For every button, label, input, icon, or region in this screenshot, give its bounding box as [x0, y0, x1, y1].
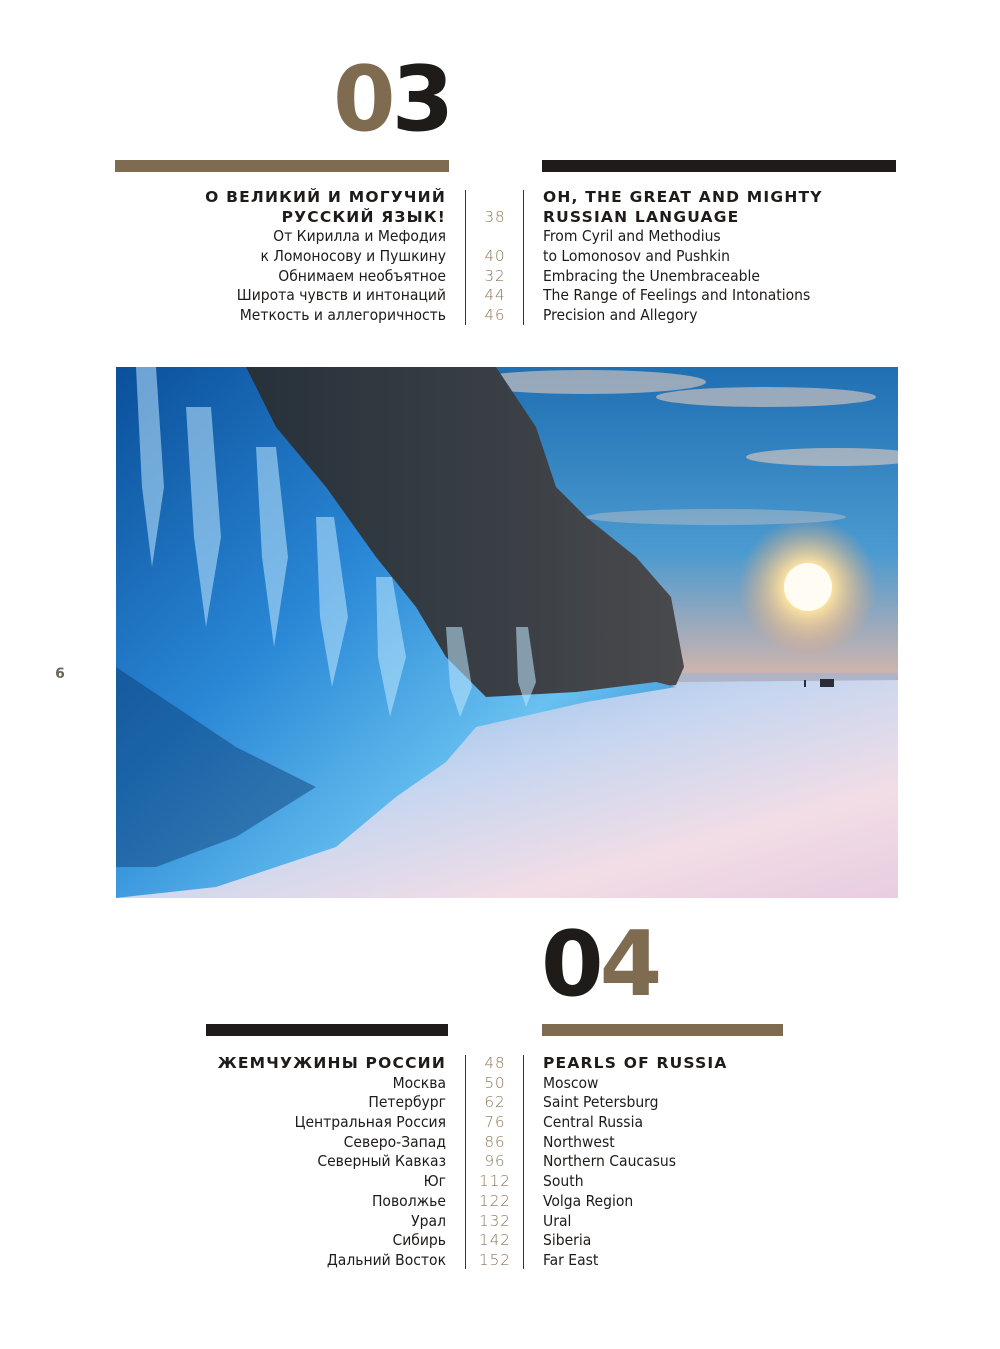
toc-entry-ru[interactable]: Поволжье	[371, 1191, 446, 1210]
toc-entry-ru[interactable]: Дальний Восток	[326, 1250, 446, 1269]
section-number-digit-1: 0	[333, 47, 392, 152]
toc-entry-ru[interactable]: От Кирилла и Мефодия	[273, 227, 446, 246]
page-number[interactable]: 112	[479, 1172, 511, 1191]
page-number	[466, 227, 524, 247]
toc-entry-ru[interactable]: к Ломоносову и Пушкину	[260, 247, 446, 266]
section-number-digit-2: 4	[599, 912, 659, 1017]
toc-entry-ru[interactable]: Юг	[423, 1172, 446, 1191]
toc-entry-en[interactable]: Far East	[543, 1250, 599, 1269]
section-number-digit-1: 0	[541, 912, 600, 1017]
section-03-en-rule	[542, 160, 896, 172]
section-number-04	[541, 912, 659, 1017]
section-04-right-divider	[523, 1055, 524, 1269]
toc-entry-ru[interactable]: Меткость и аллегоричность	[239, 306, 446, 325]
page-number[interactable]: 50	[484, 1073, 506, 1092]
page-number	[466, 188, 524, 208]
section-04-ru-toc	[160, 1054, 446, 1271]
section-03-en-toc	[543, 188, 853, 326]
section-03-ru-toc	[160, 188, 446, 326]
toc-entry-ru[interactable]: Центральная Россия	[294, 1113, 446, 1132]
toc-entry-en[interactable]: to Lomonosov and Pushkin	[543, 247, 730, 266]
toc-entry-en[interactable]: Saint Petersburg	[543, 1093, 659, 1112]
toc-entry-en[interactable]: Embracing the Unembraceable	[543, 266, 760, 285]
section-04-page-numbers	[466, 1054, 524, 1271]
toc-entry-en[interactable]: South	[543, 1172, 584, 1191]
toc-entry-ru[interactable]: Петербург	[368, 1093, 446, 1112]
toc-entry-en[interactable]: Central Russia	[543, 1113, 643, 1132]
toc-entry-en[interactable]: Volga Region	[543, 1191, 634, 1210]
en-heading-line: RUSSIAN LANGUAGE	[543, 207, 740, 226]
toc-entry-ru[interactable]: Северо-Запад	[343, 1132, 446, 1151]
page-number[interactable]: 62	[484, 1093, 506, 1112]
toc-entry-ru[interactable]: Северный Кавказ	[317, 1152, 446, 1171]
page-number[interactable]: 32	[484, 266, 506, 285]
page-number[interactable]: 48	[484, 1054, 506, 1072]
ru-heading-line: ЖЕМЧУЖИНЫ РОССИИ	[217, 1054, 446, 1072]
section-03-page-numbers	[466, 188, 524, 326]
ru-heading-line: РУССКИЙ ЯЗЫК!	[281, 207, 446, 226]
toc-entry-ru[interactable]: Обнимаем необъятное	[278, 266, 446, 285]
section-03-right-divider	[523, 190, 524, 325]
page-number[interactable]: 38	[484, 207, 506, 226]
section-number-digit-2: 3	[391, 47, 451, 152]
page-number[interactable]: 132	[479, 1211, 511, 1230]
toc-entry-en[interactable]: Precision and Allegory	[543, 306, 698, 325]
toc-entry-en[interactable]: Northwest	[543, 1132, 615, 1151]
toc-entry-ru[interactable]: Широта чувств и интонаций	[236, 286, 446, 305]
toc-entry-ru[interactable]: Сибирь	[392, 1231, 446, 1250]
page-folio: 6	[55, 666, 65, 682]
section-number-03	[333, 47, 451, 152]
en-heading-line: OH, THE GREAT AND MIGHTY	[543, 188, 823, 206]
toc-entry-en[interactable]: Ural	[543, 1211, 572, 1230]
page-number[interactable]: 86	[484, 1132, 506, 1151]
toc-entry-en[interactable]: The Range of Feelings and Intonations	[543, 286, 811, 305]
toc-entry-ru[interactable]: Москва	[392, 1073, 446, 1092]
page-number[interactable]: 96	[484, 1152, 506, 1171]
toc-entry-en[interactable]: Siberia	[543, 1231, 592, 1250]
ru-heading-line: О ВЕЛИКИЙ И МОГУЧИЙ	[205, 188, 446, 206]
section-04-ru-rule	[206, 1024, 448, 1036]
en-heading-line: PEARLS OF RUSSIA	[543, 1054, 728, 1072]
toc-entry-en[interactable]: Northern Caucasus	[543, 1152, 677, 1171]
toc-entry-ru[interactable]: Урал	[411, 1211, 446, 1230]
toc-entry-en[interactable]: Moscow	[543, 1073, 599, 1092]
page-number[interactable]: 44	[484, 286, 506, 305]
section-04-en-rule	[542, 1024, 783, 1036]
frozen-lake-cliff-photo	[116, 367, 898, 898]
section-03-ru-rule	[115, 160, 449, 172]
page-number[interactable]: 122	[479, 1191, 511, 1210]
page-number[interactable]: 76	[484, 1113, 506, 1132]
section-04-en-toc	[543, 1054, 853, 1271]
page-number[interactable]: 142	[479, 1231, 511, 1250]
toc-entry-en[interactable]: From Cyril and Methodius	[543, 227, 721, 246]
page-number[interactable]: 46	[484, 306, 506, 325]
page-number[interactable]: 40	[484, 247, 506, 266]
page-number[interactable]: 152	[479, 1250, 511, 1269]
